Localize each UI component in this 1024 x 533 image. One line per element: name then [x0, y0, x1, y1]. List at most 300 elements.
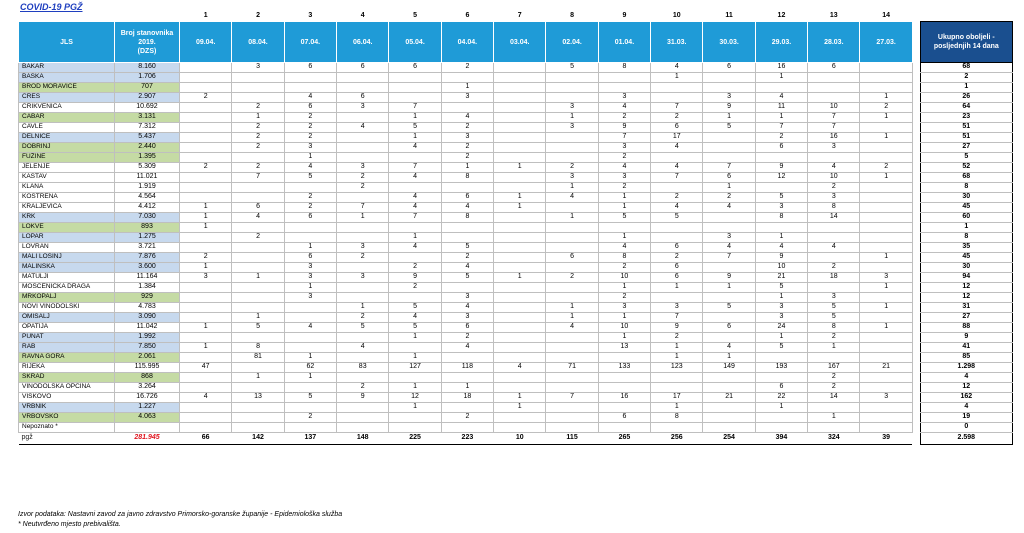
case-count-cell — [494, 283, 546, 293]
case-count-cell — [494, 293, 546, 303]
table-row — [19, 353, 1013, 363]
case-count-cell — [180, 63, 232, 73]
case-count-cell: 1 — [284, 153, 336, 163]
case-count-cell — [180, 153, 232, 163]
case-count-cell: 1 — [860, 253, 912, 263]
case-count-cell: 3 — [441, 293, 493, 303]
case-count-cell: 7 — [337, 203, 389, 213]
case-count-cell: 6 — [808, 63, 860, 73]
case-count-cell — [546, 243, 598, 253]
case-count-cell: 3 — [441, 133, 493, 143]
population-cell: 7.312 — [115, 123, 180, 133]
case-count-cell: 2 — [337, 173, 389, 183]
case-count-cell: 10 — [808, 173, 860, 183]
case-count-cell — [284, 303, 336, 313]
gap-cell — [912, 103, 920, 113]
case-count-cell: 3 — [337, 103, 389, 113]
case-count-cell — [337, 423, 389, 433]
total-cell: 1.298 — [920, 363, 1012, 373]
case-count-cell: 6 — [651, 263, 703, 273]
case-count-cell — [389, 83, 441, 93]
case-count-cell: 3 — [598, 143, 650, 153]
case-count-cell — [598, 73, 650, 83]
case-count-cell: 3 — [441, 93, 493, 103]
gap-cell — [912, 233, 920, 243]
day-number: 9 — [622, 11, 627, 19]
header-date: 06.04. — [337, 22, 389, 63]
case-count-cell: 4 — [337, 343, 389, 353]
case-count-cell — [441, 223, 493, 233]
case-count-cell — [546, 233, 598, 243]
case-count-cell — [494, 413, 546, 423]
table-row — [19, 93, 1013, 103]
case-count-cell: 3 — [651, 303, 703, 313]
case-count-cell: 8 — [598, 63, 650, 73]
day-number: 11 — [725, 11, 733, 19]
case-count-cell: 4 — [651, 203, 703, 213]
case-count-cell: 2 — [808, 263, 860, 273]
case-count-cell: 3 — [180, 273, 232, 283]
case-count-cell — [755, 223, 807, 233]
case-count-cell: 2 — [389, 263, 441, 273]
case-count-cell — [546, 93, 598, 103]
case-count-cell: 1 — [441, 383, 493, 393]
case-count-cell: 2 — [598, 293, 650, 303]
case-count-cell — [180, 173, 232, 183]
case-count-cell: 5 — [389, 123, 441, 133]
case-count-cell — [494, 373, 546, 383]
case-count-cell — [180, 403, 232, 413]
case-count-cell: 8 — [755, 213, 807, 223]
total-cell: 41 — [920, 343, 1012, 353]
case-count-cell: 2 — [808, 383, 860, 393]
case-count-cell: 2 — [651, 333, 703, 343]
case-count-cell — [284, 73, 336, 83]
case-count-cell: 5 — [755, 193, 807, 203]
case-count-cell: 21 — [860, 363, 912, 373]
total-cell: 12 — [920, 293, 1012, 303]
case-count-cell: 18 — [808, 273, 860, 283]
case-count-cell: 3 — [337, 243, 389, 253]
case-count-cell — [494, 263, 546, 273]
case-count-cell: 9 — [755, 253, 807, 263]
table-row — [19, 103, 1013, 113]
case-count-cell — [389, 373, 441, 383]
total-cell: 60 — [920, 213, 1012, 223]
case-count-cell: 9 — [389, 273, 441, 283]
population-cell: 1.384 — [115, 283, 180, 293]
gap-cell — [912, 273, 920, 283]
case-count-cell — [180, 413, 232, 423]
case-count-cell: 1 — [703, 283, 755, 293]
case-count-cell — [546, 333, 598, 343]
population-cell: 1.395 — [115, 153, 180, 163]
case-count-cell: 1 — [546, 213, 598, 223]
header-date: 02.04. — [546, 22, 598, 63]
municipality-name: ČAVLE — [19, 123, 115, 133]
total-cell: 8 — [920, 233, 1012, 243]
population-cell: 2.907 — [115, 93, 180, 103]
case-count-cell: 2 — [284, 413, 336, 423]
case-count-cell: 3 — [441, 313, 493, 323]
case-count-cell: 2 — [180, 253, 232, 263]
gap-cell — [912, 303, 920, 313]
case-count-cell: 127 — [389, 363, 441, 373]
case-count-cell — [860, 403, 912, 413]
case-count-cell — [860, 373, 912, 383]
case-count-cell: 2 — [284, 123, 336, 133]
case-count-cell — [389, 153, 441, 163]
population-cell: 3.600 — [115, 263, 180, 273]
gap-cell — [912, 423, 920, 433]
case-count-cell: 4 — [441, 263, 493, 273]
case-count-cell: 3 — [232, 63, 284, 73]
case-count-cell — [284, 223, 336, 233]
case-count-cell — [284, 313, 336, 323]
case-count-cell: 14 — [808, 393, 860, 403]
case-count-cell — [546, 353, 598, 363]
case-count-cell: 3 — [598, 303, 650, 313]
case-count-cell: 1 — [389, 233, 441, 243]
table-row — [19, 393, 1013, 403]
page-title[interactable]: COVID-19 PGŽ — [20, 2, 83, 12]
total-cell: 23 — [920, 113, 1012, 123]
case-count-cell: 4 — [546, 193, 598, 203]
case-count-cell: 3 — [598, 93, 650, 103]
case-count-cell — [494, 123, 546, 133]
case-count-cell — [494, 213, 546, 223]
case-count-cell — [703, 313, 755, 323]
case-count-cell: 10 — [755, 263, 807, 273]
population-cell: 10.692 — [115, 103, 180, 113]
case-count-cell: 6 — [284, 103, 336, 113]
case-count-cell: 1 — [232, 313, 284, 323]
case-count-cell — [755, 373, 807, 383]
population-cell: 1.275 — [115, 233, 180, 243]
day-number: 5 — [413, 11, 417, 19]
day-number: 13 — [829, 11, 838, 19]
case-count-cell — [180, 243, 232, 253]
case-count-cell — [860, 153, 912, 163]
population-cell: 3.131 — [115, 113, 180, 123]
municipality-name: MATULJI — [19, 273, 115, 283]
case-count-cell: 2 — [337, 183, 389, 193]
case-count-cell: 8 — [441, 173, 493, 183]
case-count-cell: 2 — [389, 283, 441, 293]
case-count-cell: 1 — [860, 283, 912, 293]
case-count-cell: 1 — [284, 373, 336, 383]
case-count-cell — [808, 353, 860, 363]
case-count-cell: 7 — [651, 313, 703, 323]
case-count-cell: 2 — [232, 103, 284, 113]
totals-day-cell: 66 — [180, 433, 232, 445]
case-count-cell — [337, 73, 389, 83]
case-count-cell — [337, 223, 389, 233]
case-count-cell: 5 — [703, 303, 755, 313]
case-count-cell: 2 — [441, 253, 493, 263]
totals-day-cell: 223 — [441, 433, 493, 445]
case-count-cell — [232, 93, 284, 103]
case-count-cell: 2 — [546, 273, 598, 283]
total-cell: 1 — [920, 223, 1012, 233]
case-count-cell: 2 — [546, 163, 598, 173]
case-count-cell: 2 — [860, 163, 912, 173]
case-count-cell: 4 — [389, 203, 441, 213]
population-cell: 4.412 — [115, 203, 180, 213]
case-count-cell: 123 — [651, 363, 703, 373]
case-count-cell — [337, 263, 389, 273]
case-count-cell: 4 — [755, 243, 807, 253]
case-count-cell — [494, 63, 546, 73]
case-count-cell — [546, 133, 598, 143]
population-cell: 5.437 — [115, 133, 180, 143]
case-count-cell: 1 — [284, 243, 336, 253]
total-cell: 8 — [920, 183, 1012, 193]
case-count-cell: 6 — [441, 193, 493, 203]
case-count-cell: 3 — [546, 123, 598, 133]
case-count-cell — [180, 373, 232, 383]
case-count-cell: 5 — [337, 323, 389, 333]
case-count-cell: 3 — [755, 313, 807, 323]
case-count-cell: 133 — [598, 363, 650, 373]
case-count-cell — [651, 233, 703, 243]
municipality-name: DOBRINJ — [19, 143, 115, 153]
total-cell: 45 — [920, 203, 1012, 213]
case-count-cell: 22 — [755, 393, 807, 403]
gap-cell — [912, 293, 920, 303]
case-count-cell — [860, 333, 912, 343]
case-count-cell — [651, 383, 703, 393]
case-count-cell: 2 — [808, 373, 860, 383]
municipality-name: SKRAD — [19, 373, 115, 383]
case-count-cell: 62 — [284, 363, 336, 373]
case-count-cell — [703, 403, 755, 413]
case-count-cell: 1 — [860, 133, 912, 143]
case-count-cell — [860, 243, 912, 253]
case-count-cell — [337, 413, 389, 423]
case-count-cell — [180, 133, 232, 143]
case-count-cell — [232, 263, 284, 273]
case-count-cell: 1 — [755, 293, 807, 303]
case-count-cell — [860, 313, 912, 323]
case-count-cell: 4 — [598, 103, 650, 113]
total-cell: 30 — [920, 263, 1012, 273]
case-count-cell: 1 — [494, 193, 546, 203]
case-count-cell — [546, 263, 598, 273]
case-count-cell — [546, 403, 598, 413]
case-count-cell: 2 — [284, 133, 336, 143]
municipality-name: VIŠKOVO — [19, 393, 115, 403]
case-count-cell — [703, 213, 755, 223]
case-count-cell — [546, 283, 598, 293]
case-count-cell — [598, 373, 650, 383]
total-cell: 31 — [920, 303, 1012, 313]
case-count-cell — [494, 233, 546, 243]
case-count-cell — [860, 353, 912, 363]
case-count-cell — [441, 373, 493, 383]
header-date: 27.03. — [860, 22, 912, 63]
case-count-cell — [651, 373, 703, 383]
population-cell: 2.440 — [115, 143, 180, 153]
case-count-cell: 4 — [284, 323, 336, 333]
total-cell: 27 — [920, 313, 1012, 323]
totals-day-cell: 137 — [284, 433, 336, 445]
case-count-cell: 3 — [703, 233, 755, 243]
case-count-cell — [441, 103, 493, 113]
case-count-cell — [494, 183, 546, 193]
population-cell: 929 — [115, 293, 180, 303]
case-count-cell — [598, 83, 650, 93]
case-count-cell — [546, 153, 598, 163]
header-total-line1: Ukupno oboljeli - — [937, 34, 995, 41]
case-count-cell: 193 — [755, 363, 807, 373]
case-count-cell: 9 — [703, 273, 755, 283]
total-cell: 45 — [920, 253, 1012, 263]
case-count-cell: 1 — [755, 113, 807, 123]
case-count-cell — [232, 193, 284, 203]
case-count-cell — [180, 383, 232, 393]
case-count-cell: 5 — [284, 393, 336, 403]
case-count-cell: 8 — [232, 343, 284, 353]
case-count-cell — [860, 203, 912, 213]
case-count-cell: 2 — [598, 183, 650, 193]
gap-cell — [912, 113, 920, 123]
case-count-cell: 4 — [441, 203, 493, 213]
case-count-cell — [232, 283, 284, 293]
case-count-cell — [232, 413, 284, 423]
table-row — [19, 403, 1013, 413]
case-count-cell — [337, 283, 389, 293]
case-count-cell — [494, 353, 546, 363]
case-count-cell: 16 — [755, 63, 807, 73]
case-count-cell: 6 — [755, 143, 807, 153]
gap-cell — [912, 193, 920, 203]
case-count-cell: 1 — [860, 113, 912, 123]
gap-cell — [912, 223, 920, 233]
day-number-row — [19, 11, 1013, 22]
totals-day-cell: 115 — [546, 433, 598, 445]
case-count-cell — [284, 183, 336, 193]
case-count-cell — [546, 343, 598, 353]
case-count-cell — [337, 333, 389, 343]
table-row — [19, 223, 1013, 233]
case-count-cell: 14 — [808, 213, 860, 223]
population-cell: 7.030 — [115, 213, 180, 223]
case-count-cell — [651, 423, 703, 433]
day-number: 14 — [882, 11, 891, 19]
case-count-cell — [180, 293, 232, 303]
case-count-cell — [808, 403, 860, 413]
case-count-cell: 1 — [180, 213, 232, 223]
population-cell: 1.706 — [115, 73, 180, 83]
case-count-cell: 1 — [598, 333, 650, 343]
case-count-cell: 21 — [755, 273, 807, 283]
case-count-cell: 4 — [598, 163, 650, 173]
case-count-cell: 2 — [232, 133, 284, 143]
gap-cell — [912, 353, 920, 363]
case-count-cell — [232, 363, 284, 373]
case-count-cell — [232, 303, 284, 313]
case-count-cell — [651, 93, 703, 103]
case-count-cell: 2 — [598, 113, 650, 123]
case-count-cell — [441, 423, 493, 433]
case-count-cell — [808, 423, 860, 433]
case-count-cell: 4 — [651, 163, 703, 173]
case-count-cell: 2 — [441, 153, 493, 163]
municipality-name: CRIKVENICA — [19, 103, 115, 113]
case-count-cell — [494, 103, 546, 113]
case-count-cell: 16 — [808, 133, 860, 143]
case-count-cell — [337, 133, 389, 143]
case-count-cell — [860, 223, 912, 233]
table-row — [19, 133, 1013, 143]
case-count-cell: 1 — [860, 93, 912, 103]
case-count-cell: 2 — [441, 333, 493, 343]
case-count-cell: 21 — [703, 393, 755, 403]
case-count-cell: 5 — [703, 123, 755, 133]
gap-cell — [912, 343, 920, 353]
case-count-cell: 1 — [651, 343, 703, 353]
case-count-cell — [808, 83, 860, 93]
case-count-cell — [598, 383, 650, 393]
case-count-cell: 4 — [284, 93, 336, 103]
header-date: 08.04. — [232, 22, 284, 63]
table-row — [19, 143, 1013, 153]
case-count-cell — [755, 423, 807, 433]
case-count-cell: 4 — [494, 363, 546, 373]
case-count-cell: 4 — [441, 343, 493, 353]
population-cell: 4.783 — [115, 303, 180, 313]
case-count-cell — [389, 423, 441, 433]
gap-cell — [912, 403, 920, 413]
case-count-cell — [808, 233, 860, 243]
municipality-name: KLANA — [19, 183, 115, 193]
total-cell: 0 — [920, 423, 1012, 433]
case-count-cell — [703, 73, 755, 83]
case-count-cell: 1 — [389, 113, 441, 123]
population-cell: 16.726 — [115, 393, 180, 403]
table-row — [19, 423, 1013, 433]
case-count-cell — [232, 293, 284, 303]
case-count-cell: 167 — [808, 363, 860, 373]
gap-cell — [912, 22, 920, 63]
table-row — [19, 283, 1013, 293]
totals-row — [19, 433, 1013, 445]
gap-cell — [912, 433, 920, 445]
population-cell: 11.021 — [115, 173, 180, 183]
case-count-cell — [389, 253, 441, 263]
population-cell: 1.227 — [115, 403, 180, 413]
case-count-cell: 2 — [441, 143, 493, 153]
day-number: 3 — [308, 11, 313, 19]
case-count-cell — [180, 103, 232, 113]
municipality-name: RAB — [19, 343, 115, 353]
case-count-cell — [494, 383, 546, 393]
case-count-cell: 1 — [703, 113, 755, 123]
table-row — [19, 253, 1013, 263]
case-count-cell — [232, 83, 284, 93]
case-count-cell: 1 — [860, 173, 912, 183]
case-count-cell: 2 — [232, 163, 284, 173]
day-number: 6 — [465, 11, 470, 19]
case-count-cell — [546, 223, 598, 233]
table-row — [19, 313, 1013, 323]
population-cell: 11.164 — [115, 273, 180, 283]
population-cell: 11.042 — [115, 323, 180, 333]
case-count-cell: 1 — [755, 233, 807, 243]
case-count-cell — [703, 153, 755, 163]
case-count-cell — [755, 353, 807, 363]
